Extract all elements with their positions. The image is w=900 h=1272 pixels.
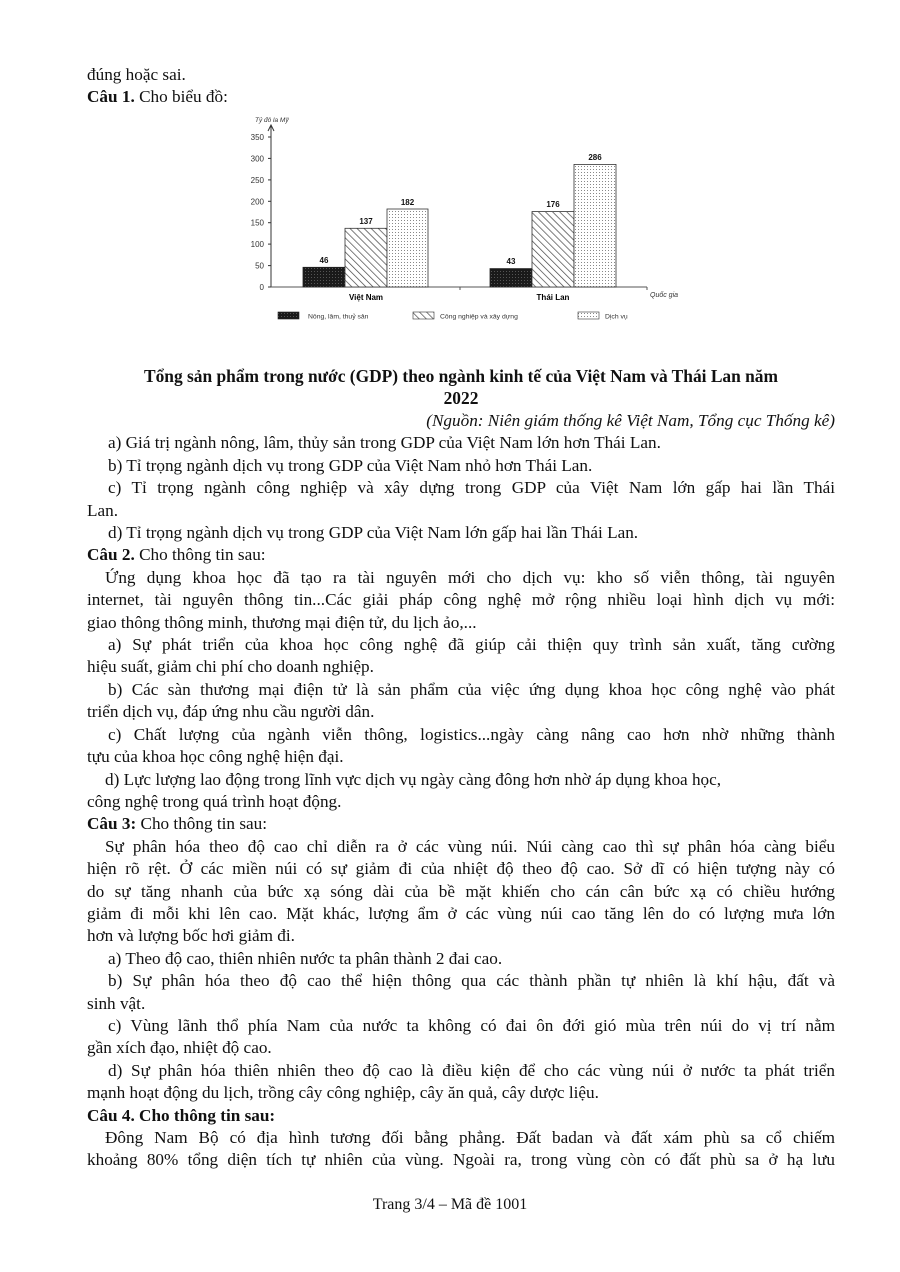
chart-caption	[87, 365, 835, 410]
q3-option-b-line-1: b) Sự phân hóa theo độ cao thể hiện thông qua các thành phần tự nhiên là khí hậu, đất và	[108, 971, 835, 991]
x-axis-title: Quốc gia	[650, 291, 679, 299]
chart-caption-line-1: Tổng sản phẩm trong nước (GDP) theo ngành kinh tế của Việt Nam và Thái Lan năm	[144, 365, 778, 386]
category-label-viet-nam: Việt Nam	[348, 292, 384, 302]
q3-para-line-3: do sự tăng nhanh của bức xạ sóng dài của bề mặt khiến cho cán cân bức xạ có chiều hướng	[87, 881, 835, 901]
page-footer: Trang 3/4 – Mã đề 1001	[372, 1196, 528, 1213]
svg-text:286: 286	[588, 152, 602, 162]
question-3-label: Câu 3:	[87, 814, 137, 834]
document-page	[87, 64, 835, 1172]
q1-option-b: b) Tỉ trọng ngành dịch vụ trong GDP của Việt Nam nhỏ hơn Thái Lan.	[108, 455, 593, 475]
q3-option-c-line-2: gần xích đạo, nhiệt độ cao.	[87, 1038, 272, 1058]
q2-option-b-line-2: triển dịch vụ, đáp ứng nhu cầu người dân.	[87, 702, 375, 722]
q4-para-line-1: Đông Nam Bộ có địa hình tương đối bằng phẳng. Đất badan và đất xám phù sa cổ chiếm	[105, 1128, 835, 1147]
q3-option-a: a) Theo độ cao, thiên nhiên nước ta phân thành 2 đai cao.	[108, 948, 503, 968]
q2-option-c-line-2: tựu của khoa học công nghệ hiện đại.	[87, 747, 344, 767]
q3-para-line-1: Sự phân hóa theo độ cao chỉ diễn ra ở các vùng núi. Núi càng cao thì sự phân hóa càng biểu	[105, 836, 835, 856]
q2-para-line-2: internet, tài nguyên thông tin...Các giải pháp công nghệ mở rộng nhiều loại hình dịch vụ mới:	[87, 590, 835, 610]
chart-caption-line-2: 2022	[443, 388, 479, 409]
question-3-heading	[87, 813, 835, 835]
y-axis-ticks	[251, 133, 265, 292]
q2-option-d-line-2: công nghệ trong quá trình hoạt động.	[87, 791, 342, 811]
q3-option-b-line-2: sinh vật.	[87, 993, 146, 1013]
q2-option-b-line-1: b) Các sàn thương mại điện tử là sản phẩm của việc ứng dụng khoa học công nghệ vào phát	[108, 679, 835, 699]
svg-text:250: 250	[250, 175, 264, 185]
svg-text:43: 43	[506, 256, 516, 266]
svg-text:46: 46	[319, 255, 329, 265]
svg-text:137: 137	[359, 216, 373, 226]
q2-option-a-line-1: a) Sự phát triển của khoa học công nghệ đã giúp cải thiện quy trình sản xuất, tăng cường	[108, 635, 835, 655]
bar-vn-agriculture	[303, 267, 345, 287]
q3-para-line-2: hiện rõ rệt. Ở các miền núi có sự giảm đi của nhiệt độ theo độ cao. Sở dĩ có hiện tượng này có	[87, 859, 835, 879]
question-1-prompt: Cho biểu đồ:	[134, 87, 228, 107]
q1-option-a: a) Giá trị ngành nông, lâm, thủy sản trong GDP của Việt Nam lớn hơn Thái Lan.	[108, 433, 661, 453]
question-4-label: Câu 4. Cho thông tin sau:	[87, 1105, 276, 1125]
chart-legend	[278, 312, 628, 321]
q2-option-d-line-1: d) Lực lượng lao động trong lĩnh vực dịch vụ ngày càng đông hơn nhờ áp dụng khoa học,	[105, 769, 722, 789]
q2-option-a-line-2: hiệu suất, giảm chi phí cho doanh nghiệp.	[87, 657, 374, 677]
svg-text:50: 50	[255, 261, 264, 271]
svg-text:150: 150	[250, 218, 264, 228]
svg-text:300: 300	[250, 154, 264, 164]
svg-text:176: 176	[546, 199, 560, 209]
q2-para-line-1: Ứng dụng khoa học đã tạo ra tài nguyên mới cho dịch vụ: kho số viễn thông, tài nguyên	[105, 567, 835, 587]
question-2-heading	[87, 544, 835, 566]
q3-para-line-4: giảm đi mỗi khi lên cao. Mặt khác, lượng ẩm ở các vùng núi cao tăng lên do có lượng mưa lớn	[87, 903, 835, 923]
q4-para-line-2: khoảng 80% tổng diện tích tự nhiên của vùng. Ngoài ra, trong vùng còn có đất phù sa ở hạ lưu	[87, 1150, 835, 1170]
question-4-heading	[87, 1105, 835, 1127]
legend-swatch-services	[578, 312, 599, 319]
y-axis-title: Tỷ đô la Mỹ	[255, 116, 289, 124]
q3-option-d-line-2: mạnh hoạt động du lịch, trồng cây công nghiệp, cây ăn quả, cây dược liệu.	[87, 1083, 599, 1103]
q3-option-d-line-1: d) Sự phân hóa thiên nhiên theo độ cao là điều kiện để cho các vùng núi ở nước ta phát triển	[108, 1060, 835, 1080]
question-1-label: Câu 1.	[87, 87, 135, 107]
svg-text:100: 100	[250, 239, 264, 249]
svg-text:200: 200	[250, 197, 264, 207]
question-2-label: Câu 2.	[87, 545, 135, 565]
q2-option-c-line-1: c) Chất lượng của ngành viễn thông, logistics...ngày càng nâng cao hơn nhờ những thành	[108, 724, 835, 744]
intro-line: đúng hoặc sai.	[87, 65, 186, 84]
q1-option-c-line-1: c) Tỉ trọng ngành công nghiệp và xây dựng trong GDP của Việt Nam lớn gấp hai lần Thái	[108, 478, 835, 498]
q2-para-line-3: giao thông thông minh, thương mại điện tử, du lịch ảo,...	[87, 612, 477, 632]
bar-vn-industry	[345, 228, 387, 287]
svg-text:350: 350	[250, 132, 264, 142]
category-label-thai-lan: Thái Lan	[536, 292, 570, 302]
legend-label-services: Dịch vụ	[605, 313, 628, 321]
bars-thai-lan	[490, 164, 616, 287]
bar-tl-agriculture	[490, 268, 532, 286]
chart-source: (Nguồn: Niên giám thống kê Việt Nam, Tổng cục Thống kê)	[426, 411, 835, 430]
legend-label-industry: Công nghiệp và xây dựng	[440, 313, 518, 321]
q3-option-c-line-1: c) Vùng lãnh thổ phía Nam của nước ta không có đai ôn đới gió mùa trên núi do vị trí nằm	[108, 1015, 835, 1035]
chart-svg	[230, 109, 700, 355]
legend-label-agriculture: Nông, lâm, thuỷ sản	[308, 313, 369, 321]
question-3-prompt: Cho thông tin sau:	[136, 814, 268, 834]
question-1-heading	[87, 86, 835, 108]
question-2-prompt: Cho thông tin sau:	[134, 545, 266, 565]
legend-swatch-industry	[413, 312, 434, 319]
bar-tl-services	[574, 164, 616, 287]
svg-text:182: 182	[400, 197, 415, 207]
q1-option-d: d) Tỉ trọng ngành dịch vụ trong GDP của Việt Nam lớn gấp hai lần Thái Lan.	[108, 523, 639, 543]
svg-text:0: 0	[259, 282, 264, 292]
bar-vn-services	[387, 209, 428, 287]
legend-swatch-agriculture	[278, 312, 299, 319]
q1-option-c-line-2: Lan.	[87, 500, 119, 520]
gdp-bar-chart	[87, 109, 835, 355]
q3-para-line-5: hơn và lượng bốc hơi giảm đi.	[87, 926, 295, 946]
bar-tl-industry	[532, 211, 574, 286]
